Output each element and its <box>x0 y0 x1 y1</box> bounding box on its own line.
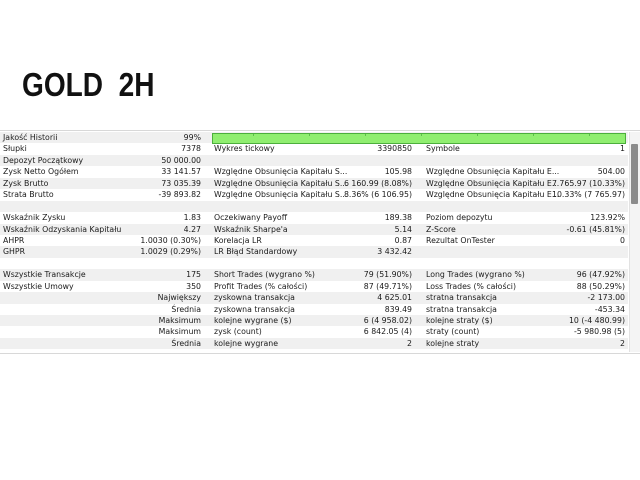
metric-value: 10 (-4 480.99) <box>568 316 625 325</box>
metric-value: 175 <box>186 270 201 280</box>
metric-label: Poziom depozytu <box>426 213 493 223</box>
metric-label: Wszystkie Transakcje <box>3 270 86 280</box>
metric-label: Zysk Brutto <box>3 178 49 188</box>
metric-value: 4.27 <box>183 224 201 234</box>
metric-label: Słupki <box>3 144 27 154</box>
metric-value: 3390850 <box>377 144 412 154</box>
metric-label: Depozyt Początkowy <box>3 155 84 165</box>
metric-label: Jakość Historii <box>3 133 58 142</box>
report-row <box>0 326 628 337</box>
metric-value: 96 (47.92%) <box>576 270 625 280</box>
metric-label: Strata Brutto <box>3 190 54 200</box>
metric-value: -39 893.82 <box>158 190 201 200</box>
metric-value: 50 000.00 <box>161 155 201 165</box>
metric-label: zyskowna transakcja <box>214 293 295 303</box>
metric-value: Średnia <box>171 304 201 314</box>
metric-label: Wskaźnik Odzyskania Kapitału <box>3 224 122 234</box>
report-row <box>0 315 628 326</box>
metric-label: Oczekiwany Payoff <box>214 213 288 223</box>
report-grid <box>0 132 628 349</box>
metric-value: 350 <box>186 281 201 291</box>
metric-value: 839.49 <box>384 304 412 314</box>
metric-value: 2 <box>620 338 625 348</box>
metric-value: -2 173.00 <box>587 293 625 303</box>
metric-value: 7 765.97 (10.33%) <box>551 178 625 188</box>
report-row <box>0 258 628 269</box>
metric-value: -5 980.98 (5) <box>573 327 625 337</box>
metric-label: Względne Obsunięcia Kapitału S... <box>214 167 348 177</box>
metric-label: kolejne wygrane <box>214 338 279 348</box>
history-quality-bar <box>212 133 626 144</box>
metric-value: 79 (51.90%) <box>363 270 412 280</box>
metric-label: Względne Obsunięcia Kapitału E... <box>426 190 560 200</box>
metric-label: Wskaźnik Sharpe'a <box>214 224 288 234</box>
vertical-scrollbar[interactable] <box>629 132 640 352</box>
metric-label: kolejne straty <box>426 338 480 348</box>
metric-value: 1.0030 (0.30%) <box>140 235 201 245</box>
metric-value: 123.92% <box>590 213 625 223</box>
metric-value: 8.36% (6 106.95) <box>343 190 412 200</box>
report-row <box>0 304 628 315</box>
metric-value: 105.98 <box>384 167 412 177</box>
metric-label: Wykres tickowy <box>214 144 275 154</box>
metric-label: Wszystkie Umowy <box>3 281 74 291</box>
report-row <box>0 292 628 303</box>
metric-label: Względne Obsunięcia Kapitału E... <box>426 167 560 177</box>
report-row <box>0 235 628 246</box>
scrollbar-thumb[interactable] <box>631 144 638 204</box>
metric-value: -0.61 (45.81%) <box>566 224 625 234</box>
metric-value: 10.33% (7 765.97) <box>551 190 625 200</box>
metric-label: Short Trades (wygrano %) <box>214 270 315 280</box>
report-row <box>0 338 628 349</box>
metric-label: Wskaźnik Zysku <box>3 213 66 223</box>
report-row <box>0 246 628 257</box>
metric-value: Średnia <box>171 338 201 348</box>
metric-label: kolejne straty ($) <box>426 316 493 325</box>
report-row <box>0 212 628 223</box>
metric-label: zysk (count) <box>214 327 262 337</box>
metric-value: Maksimum <box>158 316 201 325</box>
metric-value: 1.83 <box>183 213 201 223</box>
metric-label: Względne Obsunięcia Kapitału S... <box>214 178 348 188</box>
metric-value: 1 <box>620 144 625 154</box>
metric-value: 504.00 <box>597 167 625 177</box>
metric-value: 6 (4 958.02) <box>363 316 412 325</box>
metric-label: Zysk Netto Ogółem <box>3 167 79 177</box>
metric-label: Symbole <box>426 144 460 154</box>
metric-value: 6 842.05 (4) <box>363 327 412 337</box>
bar-tick <box>253 134 254 136</box>
metric-value: 7378 <box>181 144 201 154</box>
bar-tick <box>477 134 478 136</box>
metric-value: 6 160.99 (8.08%) <box>343 178 412 188</box>
metric-label: Loss Trades (% całości) <box>426 281 517 291</box>
metric-value: 33 141.57 <box>161 167 201 177</box>
page-title: GOLD 2H <box>22 66 155 103</box>
metric-value: 5.14 <box>394 224 412 234</box>
metric-label: Względne Obsunięcia Kapitału S... <box>214 190 348 200</box>
metric-label: Profit Trades (% całości) <box>214 281 308 291</box>
report-row <box>0 166 628 177</box>
metric-label: stratna transakcja <box>426 293 497 303</box>
metric-label: zyskowna transakcja <box>214 304 295 314</box>
bar-tick <box>309 134 310 136</box>
bar-tick <box>533 134 534 136</box>
report-row <box>0 189 628 200</box>
metric-value: 0.87 <box>394 235 412 245</box>
metric-value: -453.34 <box>594 304 625 314</box>
report-row <box>0 281 628 292</box>
bar-tick <box>589 134 590 136</box>
report-row <box>0 143 628 154</box>
report-row <box>0 269 628 280</box>
metric-value: 3 432.42 <box>377 247 412 257</box>
metric-value: 1.0029 (0.29%) <box>140 247 201 257</box>
metric-label: Long Trades (wygrano %) <box>426 270 525 280</box>
metric-value: 87 (49.71%) <box>363 281 412 291</box>
bar-tick <box>421 134 422 136</box>
metric-label: GHPR <box>3 247 26 257</box>
metric-value: 189.38 <box>384 213 412 223</box>
report-row <box>0 178 628 189</box>
metric-label: AHPR <box>3 235 25 245</box>
metric-value: Największy <box>157 293 201 303</box>
bar-tick <box>365 134 366 136</box>
report-row <box>0 201 628 212</box>
metric-value: 2 <box>407 338 412 348</box>
report-panel <box>0 130 640 354</box>
metric-label: Względne Obsunięcia Kapitału E... <box>426 178 560 188</box>
metric-label: LR Błąd Standardowy <box>214 247 298 257</box>
metric-value: Maksimum <box>158 327 201 337</box>
metric-label: Rezultat OnTester <box>426 235 495 245</box>
report-row <box>0 155 628 166</box>
metric-label: Korelacja LR <box>214 235 262 245</box>
metric-label: kolejne wygrane ($) <box>214 316 292 325</box>
metric-label: straty (count) <box>426 327 480 337</box>
metric-value: 0 <box>620 235 625 245</box>
metric-value: 4 625.01 <box>377 293 412 303</box>
metric-value: 73 035.39 <box>161 178 201 188</box>
metric-label: Z-Score <box>426 224 456 234</box>
metric-label: stratna transakcja <box>426 304 497 314</box>
metric-value: 88 (50.29%) <box>576 281 625 291</box>
report-row <box>0 224 628 235</box>
metric-value: 99% <box>183 133 201 142</box>
